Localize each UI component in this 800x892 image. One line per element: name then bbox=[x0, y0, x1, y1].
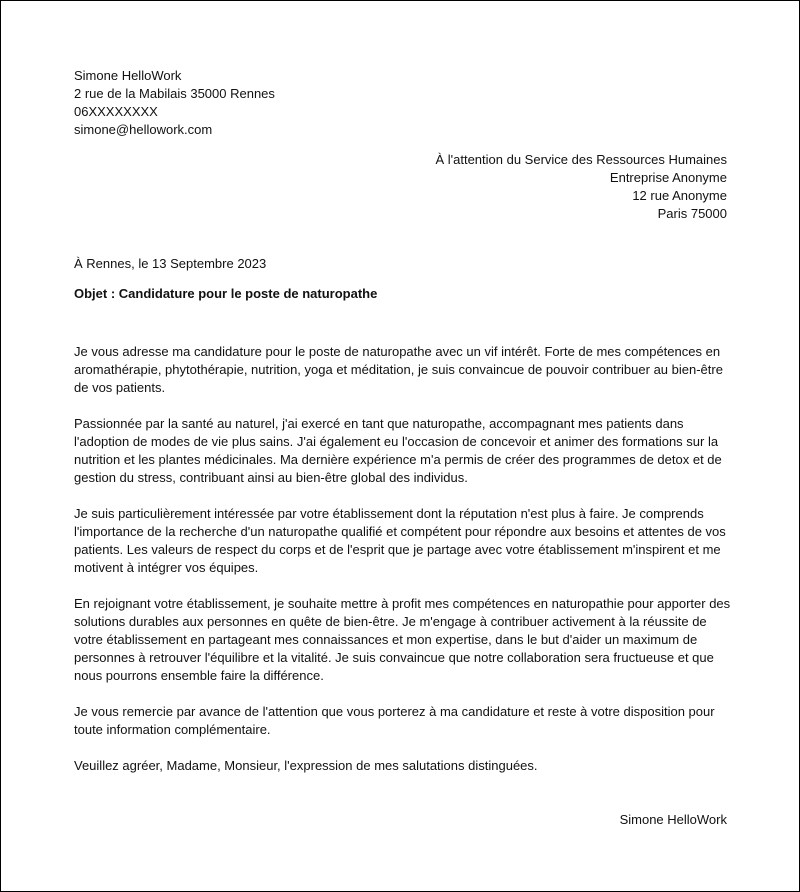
subject-line: Objet : Candidature pour le poste de naturopathe bbox=[74, 286, 378, 301]
body-paragraph: Je suis particulièrement intéressée par votre établissement dont la réputation n'est plus à faire. Je comprends l'importance de la recherche d'un naturopathe qualifié et compétent pour répondre aux besoins et attentes de vos patients. Les valeurs de respect du corps et de l'esprit que je partage avec votre établissement m'inspirent et me motivent à intégrer vos équipes. bbox=[74, 506, 726, 575]
closing-paragraph: Veuillez agréer, Madame, Monsieur, l'expression de mes salutations distinguées. bbox=[74, 758, 538, 773]
signature: Simone HelloWork bbox=[619, 812, 727, 827]
recipient-city: Paris 75000 bbox=[657, 206, 727, 221]
sender-phone: 06XXXXXXXX bbox=[74, 104, 158, 119]
sender-name: Simone HelloWork bbox=[74, 68, 182, 83]
body-paragraph: Je vous adresse ma candidature pour le poste de naturopathe avec un vif intérêt. Forte de mes compétences en aromathérapie, phytothérapie, nutrition, yoga et méditation, je suis convaincue de pouvoir contribuer au bien-être de vos patients. bbox=[74, 344, 723, 395]
sender-email: simone@hellowork.com bbox=[74, 122, 213, 137]
letter-body bbox=[74, 343, 734, 793]
place-date: À Rennes, le 13 Septembre 2023 bbox=[74, 256, 267, 271]
body-paragraph: En rejoignant votre établissement, je souhaite mettre à profit mes compétences en naturopathie pour apporter des solutions durables aux personnes en quête de bien-être. Je m'engage à contribuer activement à la réussite de votre établissement en partageant mes connaissances et mon expertise, dans le but d'aider un maximum de personnes à retrouver l'équilibre et la vitalité. Je suis convaincue que notre collaboration sera fructueuse et que nous pourrons ensemble faire la différence. bbox=[74, 596, 731, 683]
recipient-company: Entreprise Anonyme bbox=[609, 170, 727, 185]
body-paragraph: Je vous remercie par avance de l'attention que vous porterez à ma candidature et reste à votre disposition pour toute information complémentaire. bbox=[74, 704, 715, 737]
recipient-attention: À l'attention du Service des Ressources Humaines bbox=[435, 152, 727, 167]
sender-address: 2 rue de la Mabilais 35000 Rennes bbox=[74, 86, 275, 101]
sender-block bbox=[74, 67, 275, 139]
recipient-street: 12 rue Anonyme bbox=[632, 188, 727, 203]
body-paragraph: Passionnée par la santé au naturel, j'ai exercé en tant que naturopathe, accompagnant mes patients dans l'adoption de modes de vie plus sains. J'ai également eu l'occasion de concevoir et animer des formations sur la nutrition et les plantes médicinales. Ma dernière expérience m'a permis de créer des programmes de detox et de gestion du stress, contribuant ainsi au bien-être global des individus. bbox=[74, 416, 722, 485]
recipient-block bbox=[435, 151, 727, 223]
